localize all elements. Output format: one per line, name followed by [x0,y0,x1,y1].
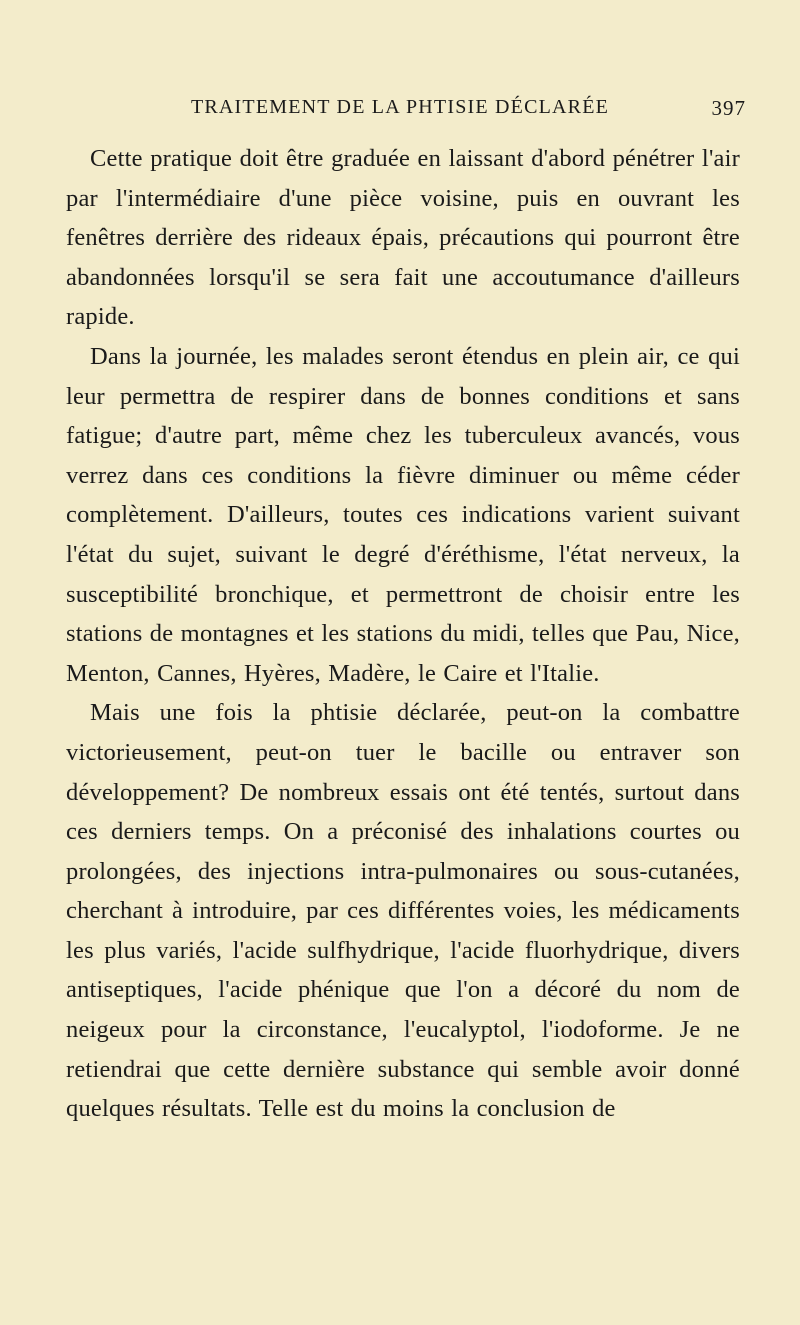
paragraph-1: Cette pratique doit être graduée en laissant d'abord pénétrer l'air par l'intermédiaire d'une pièce voisine, puis en ouvrant les fenêtres derrière des rideaux épais, précautions qui pourront être abandonnées lorsqu'il se sera fait une accoutumance d'ailleurs rapide. [66,145,740,331]
page-number: 397 [711,96,746,120]
paragraph-3: Mais une fois la phtisie déclarée, peut-on la combattre victorieusement, peut-on tuer le bacille ou entraver son développement? De nombreux essais ont été tentés, surtout dans ces derniers temps. On a préconisé des inhalations courtes ou prolongées, des injections intra-pulmonaires ou sous-cutanées, cherchant à introduire, par ces différentes voies, les médicaments les plus variés, l'acide sulfhydrique, l'acide fluorhydrique, divers antiseptiques, l'acide phénique que l'on a décoré du nom de neigeux pour la circonstance, l'eucalyptol, l'iodoforme. Je ne retiendrai que cette dernière substance qui semble avoir donné quelques résultats. Telle est du moins la conclusion de [66,699,740,1123]
paragraph-2: Dans la journée, les malades seront étendus en plein air, ce qui leur permettra de respirer dans de bonnes conditions et sans fatigue; d'autre part, même chez les tuberculeux avancés, vous verrez dans ces conditions la fièvre diminuer ou même céder complètement. D'ailleurs, toutes ces indications varient suivant l'état du sujet, suivant le degré d'éréthisme, l'état nerveux, la susceptibilité bronchique, et permettront de choisir entre les stations de montagnes et les stations du midi, telles que Pau, Nice, Menton, Cannes, Hyères, Madère, le Caire et l'Italie. [66,342,740,687]
body-text [66,139,740,1129]
page-header [0,96,800,130]
running-title: TRAITEMENT DE LA PHTISIE DÉCLARÉE [190,96,610,118]
